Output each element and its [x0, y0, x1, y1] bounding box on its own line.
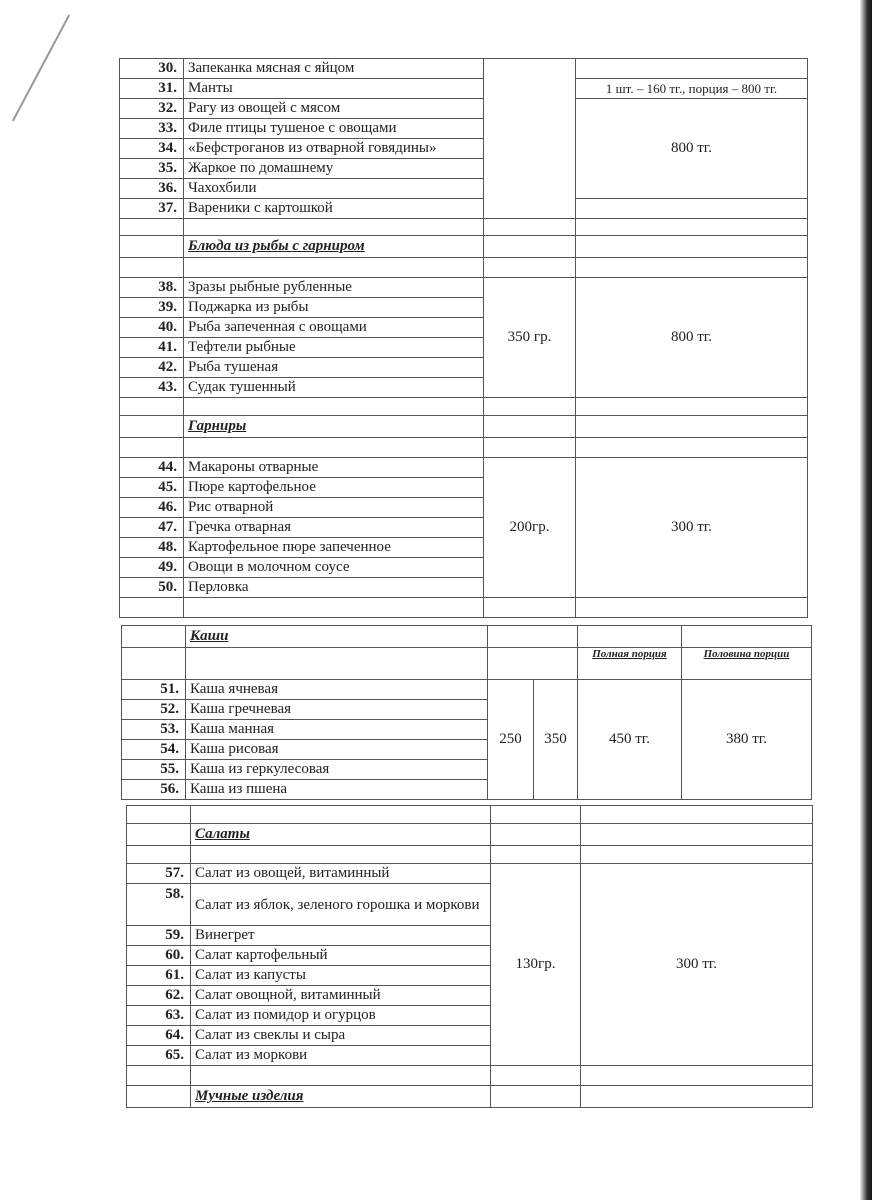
section-heading: Салаты — [191, 824, 491, 846]
empty-row — [120, 258, 808, 278]
item-number: 57. — [127, 864, 191, 884]
item-number: 60. — [127, 946, 191, 966]
table-row — [127, 864, 813, 884]
table-row — [120, 79, 808, 99]
item-number: 59. — [127, 926, 191, 946]
half-portion-header: Половина порции — [682, 648, 812, 680]
item-name: Жаркое по домашнему — [184, 159, 484, 179]
table-row — [120, 278, 808, 298]
item-name: Тефтели рыбные — [184, 338, 484, 358]
item-number: 56. — [122, 780, 186, 800]
item-number: 36. — [120, 179, 184, 199]
section-row — [122, 626, 812, 648]
menu-table-salads — [126, 805, 813, 1108]
item-number: 30. — [120, 59, 184, 79]
table-row — [122, 680, 812, 700]
item-name: Винегрет — [191, 926, 491, 946]
item-number: 38. — [120, 278, 184, 298]
item-number: 62. — [127, 986, 191, 1006]
item-name: Салат овощной, витаминный — [191, 986, 491, 1006]
item-number: 47. — [120, 518, 184, 538]
section-row — [120, 236, 808, 258]
menu-table-meat-fish-garnish — [119, 58, 808, 618]
item-name: Каша манная — [186, 720, 488, 740]
item-number: 40. — [120, 318, 184, 338]
section-heading: Блюда из рыбы с гарниром — [184, 236, 484, 258]
empty-row — [120, 219, 808, 236]
empty-row — [127, 806, 813, 824]
item-number: 53. — [122, 720, 186, 740]
price-full: 450 тг. — [578, 680, 682, 800]
table-row — [120, 99, 808, 119]
item-name: Салат из капусты — [191, 966, 491, 986]
header-row — [122, 648, 812, 680]
section-heading: Гарниры — [184, 416, 484, 438]
price-cell — [576, 199, 808, 219]
item-number: 45. — [120, 478, 184, 498]
item-name: Салат из помидор и огурцов — [191, 1006, 491, 1026]
group-weight: 350 гр. — [484, 278, 576, 398]
item-number: 64. — [127, 1026, 191, 1046]
section-row — [127, 824, 813, 846]
item-name: Судак тушенный — [184, 378, 484, 398]
item-name: Рагу из овощей с мясом — [184, 99, 484, 119]
item-name: Вареники с картошкой — [184, 199, 484, 219]
table-row — [120, 59, 808, 79]
item-name: Овощи в молочном соусе — [184, 558, 484, 578]
empty-row — [127, 1066, 813, 1086]
item-number: 34. — [120, 139, 184, 159]
section-heading: Каши — [186, 626, 488, 648]
item-name: Каша из пшена — [186, 780, 488, 800]
scan-streak — [12, 15, 70, 122]
item-number: 39. — [120, 298, 184, 318]
group-price: 800 тг. — [576, 99, 808, 199]
item-name: Запеканка мясная с яйцом — [184, 59, 484, 79]
group-weight: 130гр. — [491, 864, 581, 1066]
weight-large: 350 — [534, 680, 578, 800]
item-number: 33. — [120, 119, 184, 139]
item-name: Чахохбили — [184, 179, 484, 199]
empty-row — [120, 438, 808, 458]
item-number: 50. — [120, 578, 184, 598]
item-name: Пюре картофельное — [184, 478, 484, 498]
price-cell — [576, 59, 808, 79]
item-name: Макароны отварные — [184, 458, 484, 478]
item-number: 31. — [120, 79, 184, 99]
item-name: Картофельное пюре запеченное — [184, 538, 484, 558]
group-price: 300 тг. — [581, 864, 813, 1066]
item-name: Перловка — [184, 578, 484, 598]
item-name: Манты — [184, 79, 484, 99]
item-number: 51. — [122, 680, 186, 700]
item-number: 46. — [120, 498, 184, 518]
item-number: 37. — [120, 199, 184, 219]
group-price: 800 тг. — [576, 278, 808, 398]
empty-row — [120, 598, 808, 618]
menu-table-porridge — [121, 625, 812, 800]
item-name: Зразы рыбные рубленные — [184, 278, 484, 298]
item-number: 65. — [127, 1046, 191, 1066]
item-name: Рыба запеченная с овощами — [184, 318, 484, 338]
item-number: 61. — [127, 966, 191, 986]
item-number: 32. — [120, 99, 184, 119]
group-price: 300 тг. — [576, 458, 808, 598]
item-name: Каша гречневая — [186, 700, 488, 720]
item-number: 52. — [122, 700, 186, 720]
item-number: 43. — [120, 378, 184, 398]
item-number: 42. — [120, 358, 184, 378]
item-name: Салат из свеклы и сыра — [191, 1026, 491, 1046]
empty-row — [127, 846, 813, 864]
item-number: 63. — [127, 1006, 191, 1026]
table-row — [120, 199, 808, 219]
item-name: Каша рисовая — [186, 740, 488, 760]
item-number: 58. — [127, 884, 191, 926]
full-portion-header: Полная порция — [578, 648, 682, 680]
item-name: Салат из моркови — [191, 1046, 491, 1066]
item-name: Салат из яблок, зеленого горошка и моркови — [191, 884, 491, 926]
item-name: Каша из геркулесовая — [186, 760, 488, 780]
item-name: Гречка отварная — [184, 518, 484, 538]
weight-small: 250 — [488, 680, 534, 800]
item-number: 41. — [120, 338, 184, 358]
weight-cell — [484, 59, 576, 219]
section-row — [127, 1086, 813, 1108]
item-name: Салат картофельный — [191, 946, 491, 966]
item-number: 54. — [122, 740, 186, 760]
empty-row — [120, 398, 808, 416]
item-number: 35. — [120, 159, 184, 179]
group-weight: 200гр. — [484, 458, 576, 598]
item-number: 44. — [120, 458, 184, 478]
price-half: 380 тг. — [682, 680, 812, 800]
item-name: Рис отварной — [184, 498, 484, 518]
item-name: Филе птицы тушеное с овощами — [184, 119, 484, 139]
section-row — [120, 416, 808, 438]
section-heading: Мучные изделия — [191, 1086, 491, 1108]
item-number: 48. — [120, 538, 184, 558]
scan-edge — [860, 0, 872, 1200]
item-name: Рыба тушеная — [184, 358, 484, 378]
item-number: 55. — [122, 760, 186, 780]
item-number: 49. — [120, 558, 184, 578]
item-name: Поджарка из рыбы — [184, 298, 484, 318]
item-name: Салат из овощей, витаминный — [191, 864, 491, 884]
manty-price: 1 шт. – 160 тг., порция – 800 тг. — [576, 79, 808, 99]
item-name: «Бефстроганов из отварной говядины» — [184, 139, 484, 159]
table-row — [120, 458, 808, 478]
item-name: Каша ячневая — [186, 680, 488, 700]
